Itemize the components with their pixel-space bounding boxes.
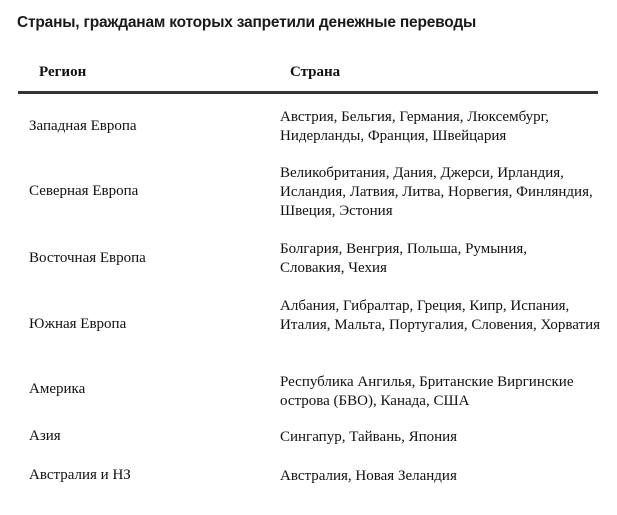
countries-cell: Австрия, Бельгия, Германия, Люксембург, Нидерланды, Франция, Швейцария bbox=[280, 109, 549, 144]
countries-cell: Болгария, Венгрия, Польша, Румыния, Словакия, Чехия bbox=[280, 241, 527, 276]
region-cell: Северная Европа bbox=[29, 183, 139, 199]
region-cell: Америка bbox=[29, 381, 86, 397]
table-header-country: Страна bbox=[290, 64, 341, 80]
region-cell: Восточная Европа bbox=[29, 250, 146, 266]
region-cell: Южная Европа bbox=[29, 316, 127, 332]
region-cell: Азия bbox=[29, 428, 61, 444]
header-divider bbox=[18, 91, 598, 94]
table-header-region: Регион bbox=[39, 64, 87, 80]
region-cell: Австралия и НЗ bbox=[29, 467, 131, 483]
page-title: Страны, гражданам которых запретили денежные переводы bbox=[17, 14, 477, 31]
countries-cell: Албания, Гибралтар, Греция, Кипр, Испания, Италия, Мальта, Португалия, Словения, Хорватия bbox=[280, 298, 601, 333]
countries-cell: Австралия, Новая Зеландия bbox=[280, 468, 457, 484]
countries-cell: Великобритания, Дания, Джерси, Ирландия, Исландия, Латвия, Литва, Норвегия, Финляндия, Швеция, Эстония bbox=[280, 165, 593, 219]
countries-cell: Республика Ангилья, Британские Виргинские острова (БВО), Канада, США bbox=[280, 374, 574, 409]
region-cell: Западная Европа bbox=[29, 118, 137, 134]
countries-cell: Сингапур, Тайвань, Япония bbox=[280, 429, 458, 445]
